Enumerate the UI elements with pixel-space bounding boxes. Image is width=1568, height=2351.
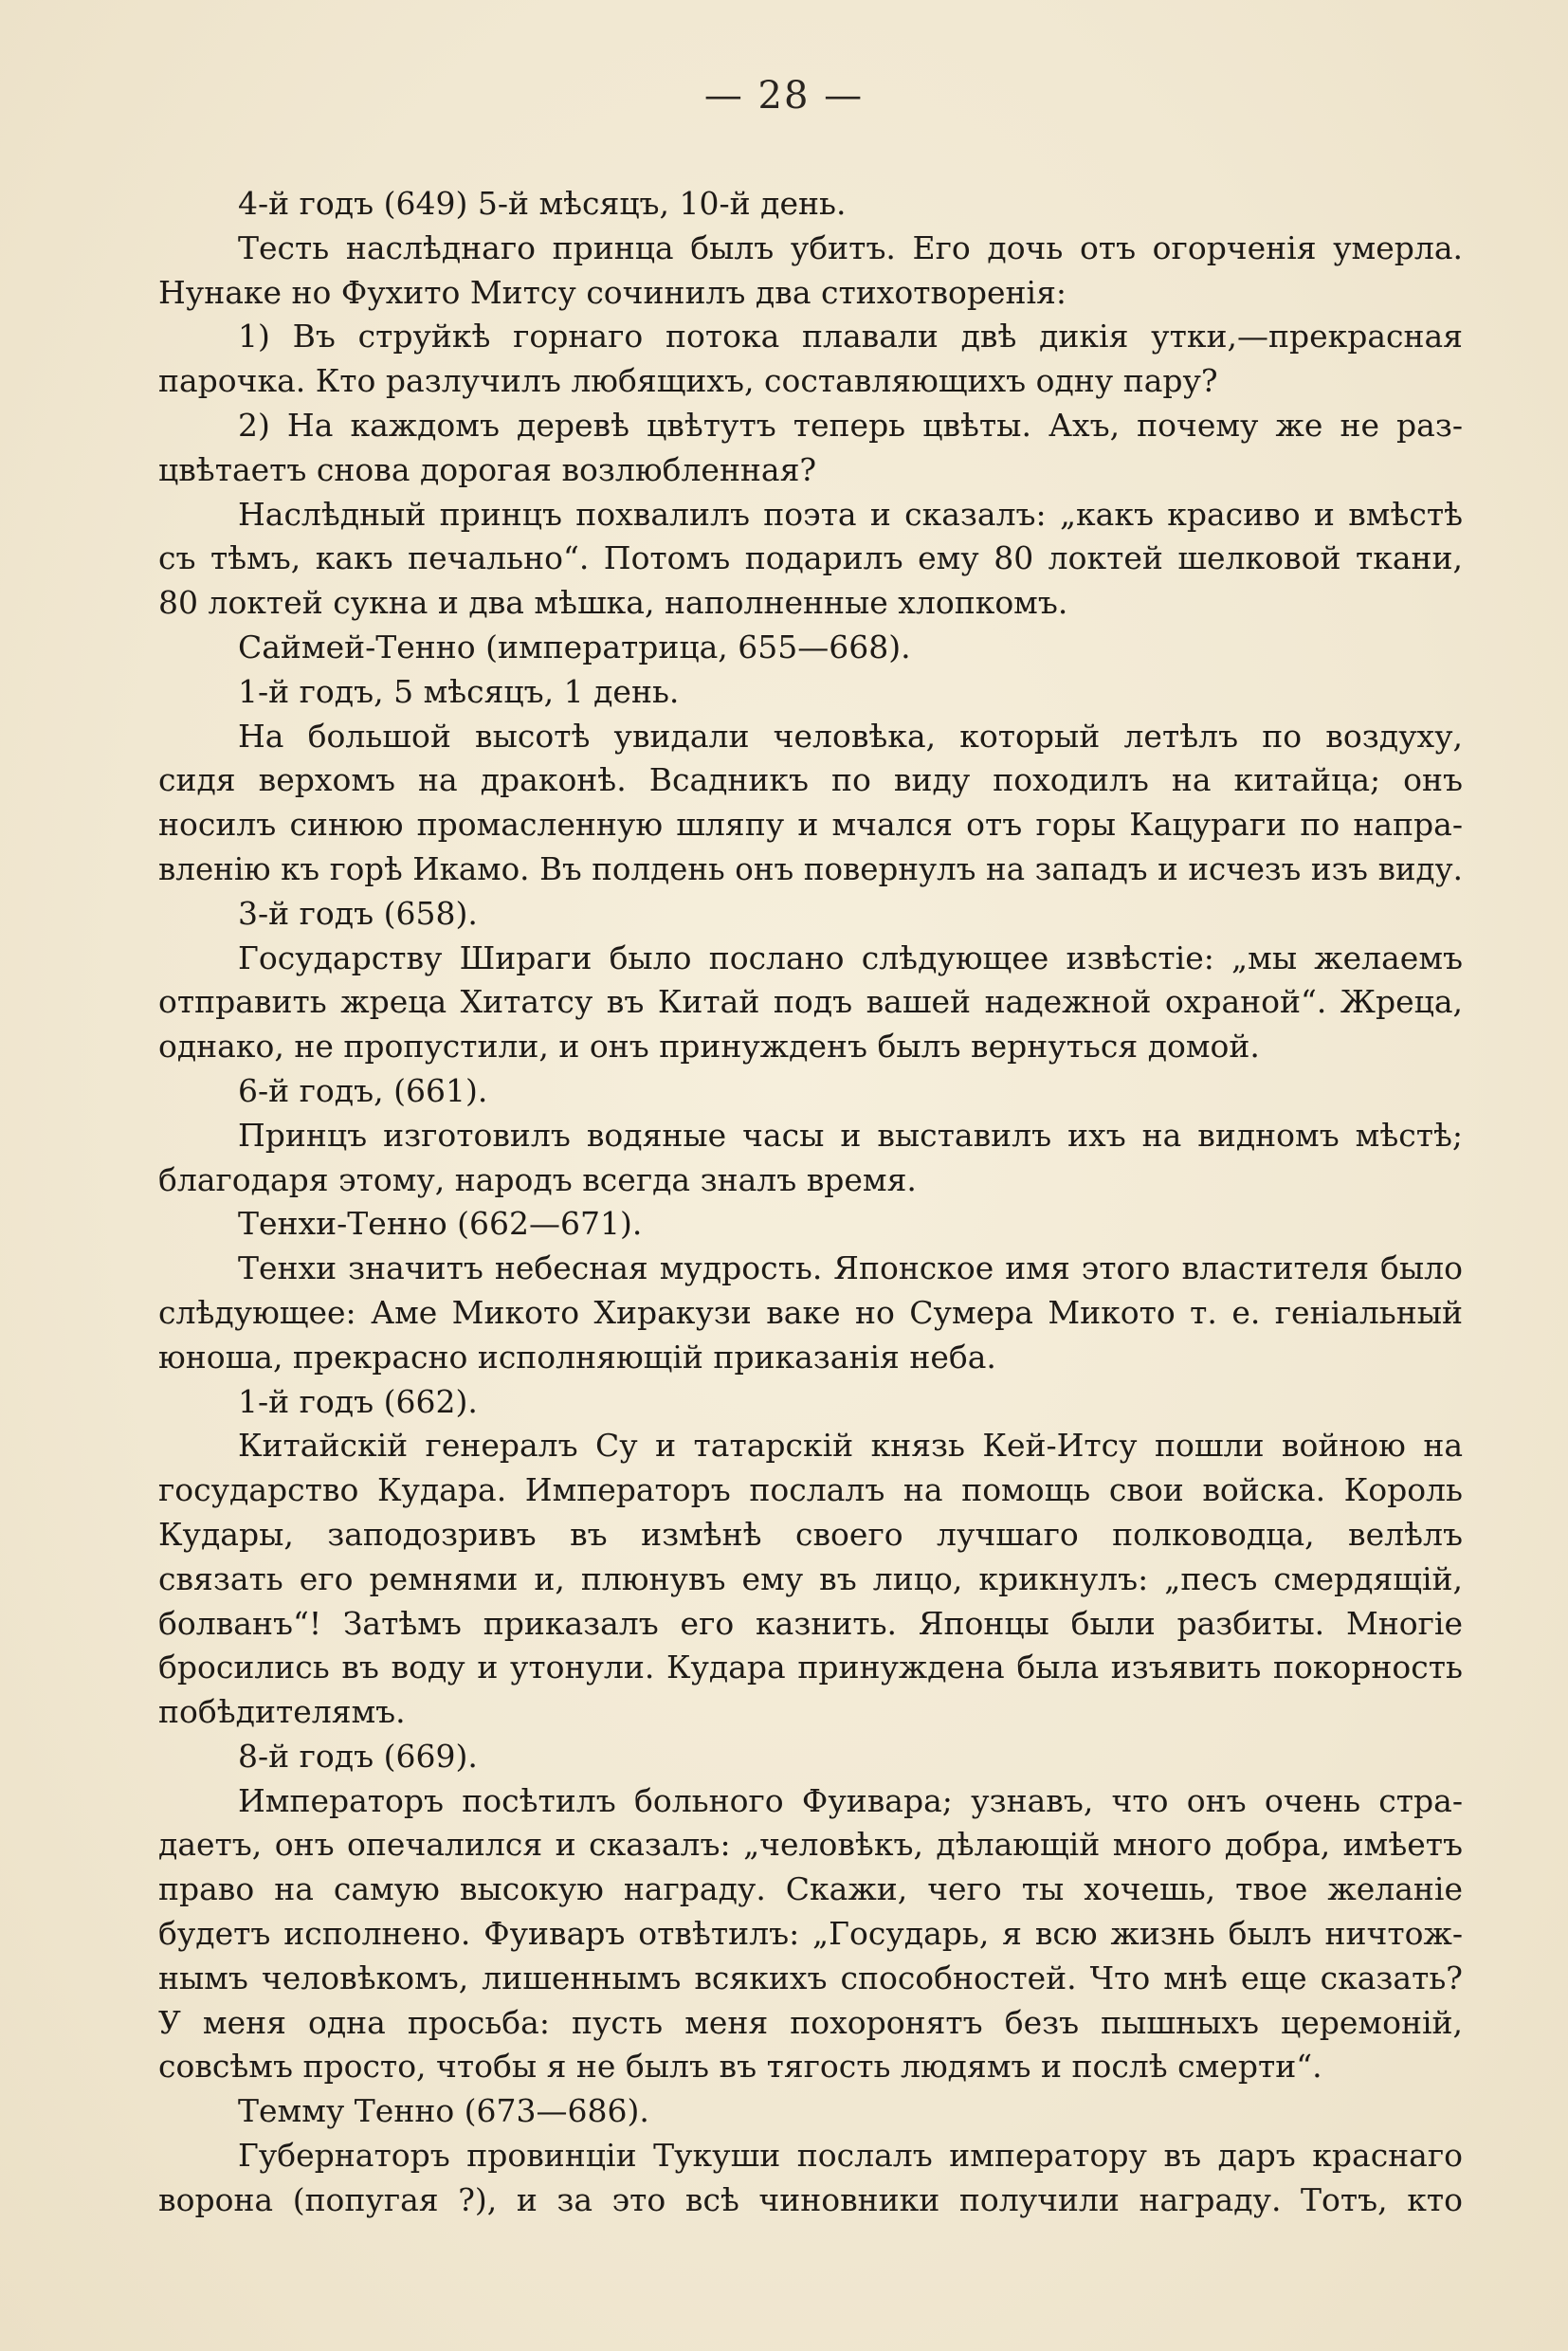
text-line: отправить жреца Хитатсу въ Китай подъ вашей надежной охраной“. Жреца, — [158, 983, 1463, 1021]
text-line: Императоръ посѣтилъ больного Фуивара; узнавъ, что онъ очень стра- — [238, 1781, 1463, 1819]
text-line: вленію къ горѣ Икамо. Въ полдень онъ повернулъ на западъ и исчезъ изъ виду. — [158, 850, 1463, 887]
text-line: будетъ исполнено. Фуиваръ отвѣтилъ: „Государь, я всю жизнь былъ ничтож- — [158, 1915, 1463, 1953]
text-line: съ тѣмъ, какъ печально“. Потомъ подарилъ ему 80 локтей шелковой ткани, — [158, 539, 1463, 577]
text-line: даетъ, онъ опечалился и сказалъ: „человѣкъ, дѣлающій много добра, имѣетъ — [158, 1826, 1463, 1864]
text-line: 4-й годъ (649) 5-й мѣсяцъ, 10-й день. — [238, 185, 847, 222]
text-line: Кудары, заподозривъ въ измѣнѣ своего лучшаго полководца, велѣлъ — [158, 1515, 1463, 1553]
text-line: 1) Въ струйкѣ горнаго потока плавали двѣ дикія утки,—прекрасная — [238, 318, 1463, 355]
text-line: 80 локтей сукна и два мѣшка, наполненные хлопкомъ. — [158, 584, 1068, 622]
text-line: 3-й годъ (658). — [238, 894, 478, 932]
text-line: 6-й годъ, (661). — [238, 1071, 488, 1109]
text-line: 2) На каждомъ деревѣ цвѣтутъ теперь цвѣты. Ахъ, почему же не раз- — [238, 406, 1463, 444]
text-line: ворона (попугая ?), и за это всѣ чиновники получили награду. Тотъ, кто — [158, 2180, 1463, 2218]
text-line: однако, не пропустили, и онъ принужденъ былъ вернуться домой. — [158, 1028, 1260, 1066]
text-line: Государству Шираги было послано слѣдующее извѣстіе: „мы желаемъ — [238, 939, 1463, 976]
text-line: 1-й годъ (662). — [238, 1382, 478, 1420]
text-line: бросились въ воду и утонули. Кудара принуждена была изъявить покорность — [158, 1649, 1463, 1686]
text-line: побѣдителямъ. — [158, 1693, 406, 1731]
text-line: Нунаке но Фухито Митсу сочинилъ два стихотворенія: — [158, 273, 1067, 311]
text-line: Тесть наслѣднаго принца былъ убитъ. Его дочь отъ огорченія умерла. — [238, 228, 1463, 266]
text-line: 1-й годъ, 5 мѣсяцъ, 1 день. — [238, 672, 680, 710]
text-line: Тенхи-Тенно (662—671). — [238, 1205, 643, 1243]
text-line: носилъ синюю промасленную шляпу и мчался отъ горы Кацураги по напра- — [158, 806, 1463, 844]
text-line: юноша, прекрасно исполняющій приказанія неба. — [158, 1338, 996, 1376]
text-line: государство Кудара. Императоръ послалъ на помощь свои войска. Король — [158, 1471, 1463, 1509]
text-line: Саймей-Тенно (императрица, 655—668). — [238, 628, 911, 665]
text-line: 8-й годъ (669). — [238, 1737, 478, 1775]
text-line: Наслѣдный принцъ похвалилъ поэта и сказалъ: „какъ красиво и вмѣстѣ — [238, 495, 1463, 533]
text-line: болванъ“! Затѣмъ приказалъ его казнить. Японцы были разбиты. Многіе — [158, 1604, 1463, 1642]
text-line: связать его ремнями и, плюнувъ ему въ лицо, крикнулъ: „песъ смердящій, — [158, 1559, 1463, 1597]
text-line: Темму Тенно (673—686). — [238, 2092, 649, 2130]
text-line: право на самую высокую награду. Скажи, чего ты хочешь, твое желаніе — [158, 1870, 1463, 1908]
text-line: Принцъ изготовилъ водяные часы и выставилъ ихъ на видномъ мѣстѣ; — [238, 1116, 1463, 1154]
text-line: совсѣмъ просто, чтобы я не былъ въ тягость людямъ и послѣ смерти“. — [158, 2048, 1322, 2086]
text-line: У меня одна просьба: пусть меня похоронятъ безъ пышныхъ церемоній, — [158, 2003, 1463, 2041]
text-line: нымъ человѣкомъ, лишеннымъ всякихъ способностей. Что мнѣ еще сказать? — [158, 1959, 1463, 1996]
text-line: Тенхи значитъ небесная мудрость. Японское имя этого властителя было — [238, 1249, 1463, 1287]
text-line: цвѣтаетъ снова дорогая возлюбленная? — [158, 450, 817, 488]
text-line: Китайскій генералъ Су и татарскій князь Кей-Итсу пошли войною на — [238, 1427, 1463, 1465]
text-line: сидя верхомъ на драконѣ. Всадникъ по виду походилъ на китайца; онъ — [158, 761, 1463, 799]
text-line: слѣдующее: Аме Микото Хиракузи ваке но Сумера Микото т. е. геніальный — [158, 1293, 1463, 1331]
page-number: — 28 — — [703, 74, 865, 118]
text-line: На большой высотѣ увидали человѣка, который летѣлъ по воздуху, — [238, 717, 1463, 755]
text-line: Губернаторъ провинціи Тукуши послалъ императору въ даръ краснаго — [238, 2137, 1463, 2175]
text-line: парочка. Кто разлучилъ любящихъ, составляющихъ одну пару? — [158, 362, 1218, 400]
text-line: благодаря этому, народъ всегда зналъ время. — [158, 1160, 917, 1198]
body-text — [158, 182, 1463, 2223]
